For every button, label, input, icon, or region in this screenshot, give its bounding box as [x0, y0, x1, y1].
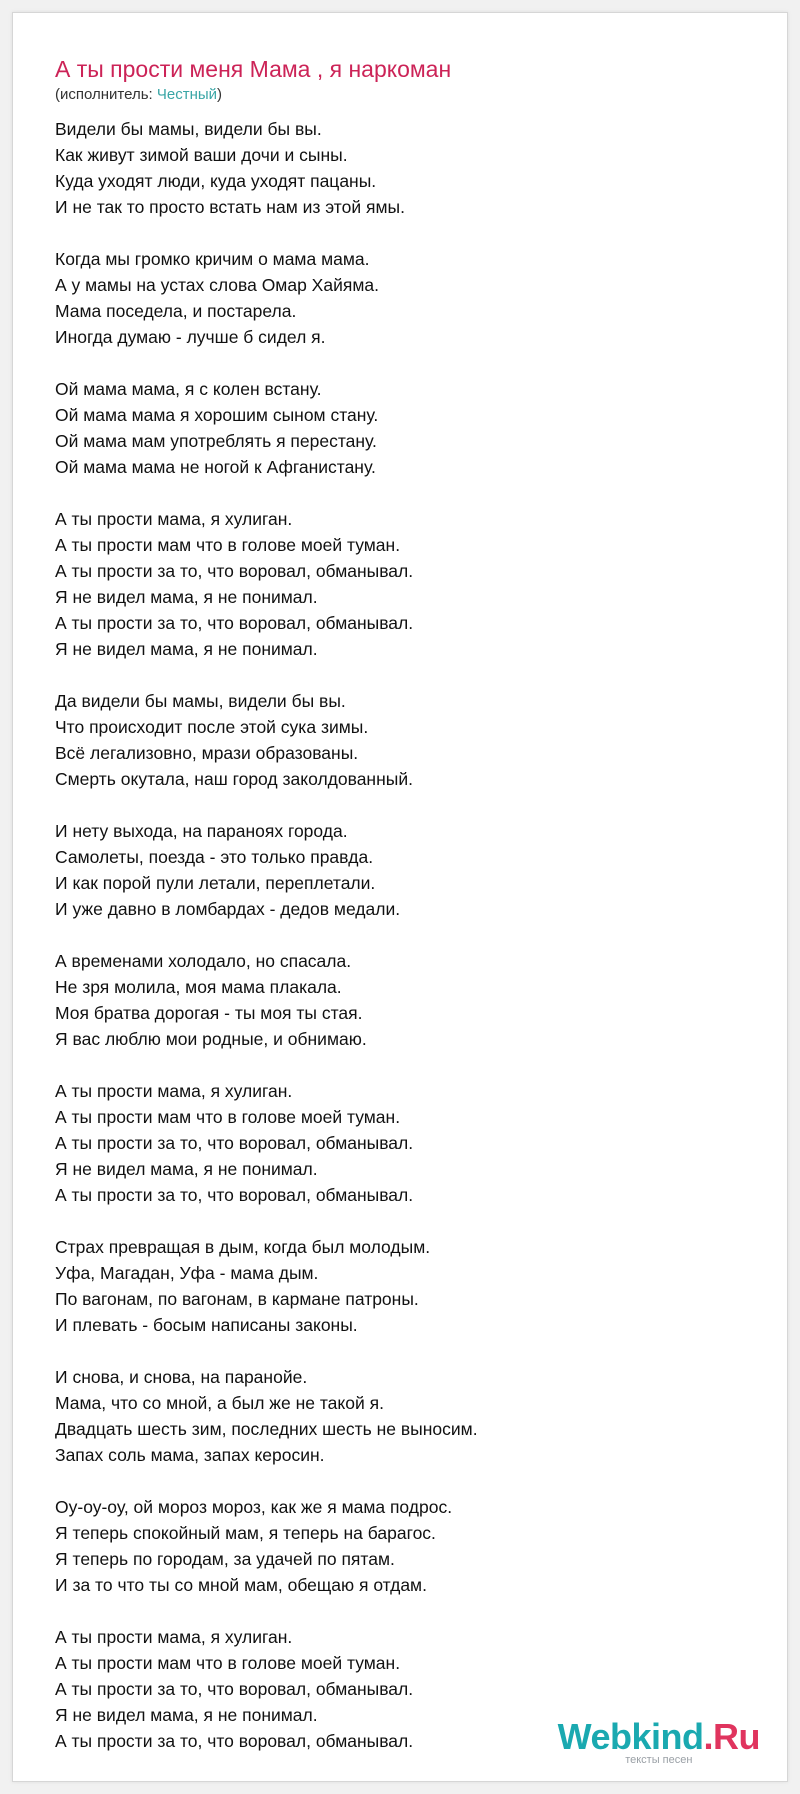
lyrics-stanza — [55, 116, 755, 220]
lyric-line: А ты прости мама, я хулиган. — [55, 1081, 293, 1101]
lyrics-stanza — [55, 246, 755, 350]
lyric-line: Видели бы мамы, видели бы вы. — [55, 119, 322, 139]
lyric-line: По вагонам, по вагонам, в кармане патроны. — [55, 1289, 419, 1309]
lyric-line: И как порой пули летали, переплетали. — [55, 873, 376, 893]
lyric-line: А временами холодало, но спасала. — [55, 951, 352, 971]
lyric-line: Да видели бы мамы, видели бы вы. — [55, 691, 346, 711]
lyric-line: А ты прости мам что в голове моей туман. — [55, 1653, 401, 1673]
lyrics-stanza — [55, 818, 755, 922]
lyric-line: А ты прости за то, что воровал, обманывал. — [55, 613, 414, 633]
lyric-line: Как живут зимой ваши дочи и сыны. — [55, 145, 348, 165]
lyric-line: Мама поседела, и постарела. — [55, 301, 297, 321]
lyric-line: Иногда думаю - лучше б сидел я. — [55, 327, 326, 347]
lyric-line: Оу-оу-оу, ой мороз мороз, как же я мама подрос. — [55, 1497, 453, 1517]
lyric-line: Когда мы громко кричим о мама мама. — [55, 249, 370, 269]
lyric-line: А ты прости мама, я хулиган. — [55, 1627, 293, 1647]
lyrics-card — [12, 12, 788, 1782]
lyric-line: А ты прости за то, что воровал, обманывал. — [55, 1185, 414, 1205]
lyric-line: Я не видел мама, я не понимал. — [55, 1705, 318, 1725]
logo-suffix-text: .Ru — [703, 1716, 760, 1757]
lyric-line: Двадцать шесть зим, последних шесть не выносим. — [55, 1419, 478, 1439]
logo-wordmark — [558, 1718, 760, 1756]
performer-line — [55, 85, 222, 105]
lyric-line: А ты прости за то, что воровал, обманывал. — [55, 1679, 414, 1699]
lyric-line: Я не видел мама, я не понимал. — [55, 587, 318, 607]
lyric-line: Ой мама мама не ногой к Афганистану. — [55, 457, 376, 477]
lyric-line: Что происходит после этой сука зимы. — [55, 717, 369, 737]
lyric-line: А ты прости мама, я хулиган. — [55, 509, 293, 529]
lyric-line: Я вас люблю мои родные, и обнимаю. — [55, 1029, 367, 1049]
lyric-line: Страх превращая в дым, когда был молодым. — [55, 1237, 431, 1257]
lyrics-stanza — [55, 1364, 755, 1468]
song-title: А ты прости меня Мама , я наркоман — [55, 56, 452, 82]
lyric-line: Самолеты, поезда - это только правда. — [55, 847, 374, 867]
lyric-line: Ой мама мама, я с колен встану. — [55, 379, 322, 399]
lyrics-stanza — [55, 1494, 755, 1598]
lyric-line: Уфа, Магадан, Уфа - мама дым. — [55, 1263, 319, 1283]
lyric-line: Всё легализовно, мрази образованы. — [55, 743, 359, 763]
lyric-line: И нету выхода, на параноях города. — [55, 821, 348, 841]
lyric-line: Ой мама мама я хорошим сыном стану. — [55, 405, 379, 425]
lyric-line: А ты прости мам что в голове моей туман. — [55, 1107, 401, 1127]
lyric-line: Я не видел мама, я не понимал. — [55, 639, 318, 659]
performer-prefix: (исполнитель: — [55, 86, 157, 103]
lyrics-stanza — [55, 1234, 755, 1338]
artist-link[interactable]: Честный — [156, 86, 218, 103]
lyric-line: Я теперь по городам, за удачей по пятам. — [55, 1549, 395, 1569]
lyric-line: Я не видел мама, я не понимал. — [55, 1159, 318, 1179]
lyrics-stanza — [55, 1078, 755, 1208]
lyric-line: И за то что ты со мной мам, обещаю я отдам. — [55, 1575, 427, 1595]
lyrics-stanza — [55, 506, 755, 662]
lyric-line: Смерть окутала, наш город заколдованный. — [55, 769, 413, 789]
performer-suffix: ) — [217, 86, 223, 103]
lyric-line: Не зря молила, моя мама плакала. — [55, 977, 342, 997]
lyric-line: Моя братва дорогая - ты моя ты стая. — [55, 1003, 363, 1023]
logo-tagline: тексты песен — [625, 1754, 693, 1766]
lyrics-stanza — [55, 948, 755, 1052]
lyric-line: И снова, и снова, на паранойе. — [55, 1367, 308, 1387]
lyrics-body — [55, 116, 755, 1780]
lyric-line: Я теперь спокойный мам, я теперь на барагос. — [55, 1523, 436, 1543]
logo-main-text: Webkind — [557, 1716, 704, 1757]
lyric-line: Запах соль мама, запах керосин. — [55, 1445, 325, 1465]
lyric-line: Куда уходят люди, куда уходят пацаны. — [55, 171, 377, 191]
lyrics-stanza — [55, 688, 755, 792]
lyric-line: А ты прости за то, что воровал, обманывал. — [55, 1731, 414, 1751]
lyric-line: А ты прости за то, что воровал, обманывал. — [55, 561, 414, 581]
lyric-line: Мама, что со мной, а был же не такой я. — [55, 1393, 384, 1413]
lyric-line: И уже давно в ломбардах - дедов медали. — [55, 899, 401, 919]
lyric-line: А у мамы на устах слова Омар Хайяма. — [55, 275, 379, 295]
site-logo[interactable] — [558, 1718, 760, 1766]
lyric-line: И плевать - босым написаны законы. — [55, 1315, 358, 1335]
lyric-line: Ой мама мам употреблять я перестану. — [55, 431, 377, 451]
lyric-line: А ты прости за то, что воровал, обманывал. — [55, 1133, 414, 1153]
lyrics-stanza — [55, 376, 755, 480]
lyric-line: А ты прости мам что в голове моей туман. — [55, 535, 401, 555]
lyric-line: И не так то просто встать нам из этой ямы. — [55, 197, 405, 217]
